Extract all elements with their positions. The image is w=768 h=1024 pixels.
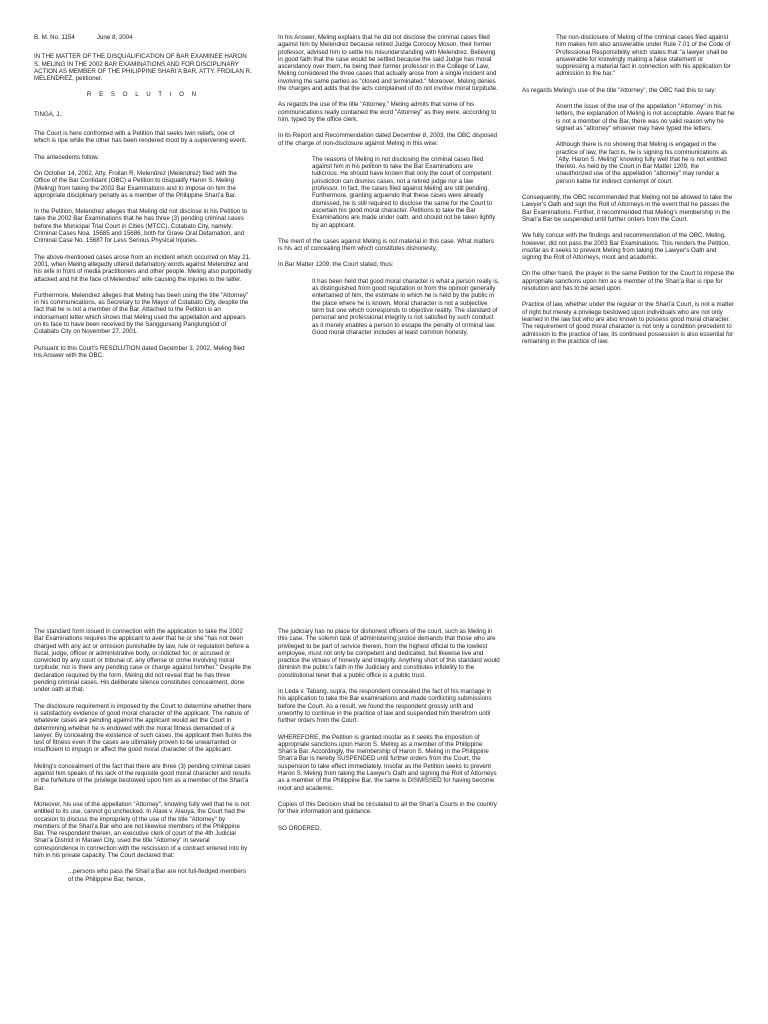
paragraph: In Leda v. Tabang, supra, the respondent concealed the fact of his marriage in his application to take the Bar examinations and made conflicting submissions before the Court. As a result, we found the respondent grossly unfit and unworthy to continue in the practice of law and suspended him therefrom until further orders from the Court. bbox=[278, 688, 492, 725]
block-quote: Although there is no showing that Meling is engaged in the practice of law, the fact is, he is signing his communications as "Atty. Haron S. Meling" knowing fully well that he is not entitled thereto. As held by the Court in Bar Matter 1209, the unauthorized use of the appellation "attorney" may render a person liable for indirect contempt of court. bbox=[556, 141, 728, 185]
block-quote: ...persons who pass the Shari'a Bar are not full-fledged members of the Philippine Bar, hence, bbox=[68, 868, 246, 883]
paragraph: The antecedents follow. bbox=[34, 153, 100, 161]
block-quote: The reasons of Meling in not disclosing the criminal cases filed against him in his petition to take the Bar Examinations are ludicrous. He should have known that only the court of competent jurisdiction can dismiss cases, not a retired judge nor a law professor. In fact, the cases filed against Meling are still pending. Furthermore, granting arguendo that these cases were already dismissed, he is still required to disclose the same for the Court to ascertain his good moral character. Petitions to take the Bar Examinations are made under oath, and should not be taken lightly by an applicant. bbox=[312, 155, 496, 229]
paragraph: As regards Meling's use of the title "Attorney", the OBC had this to say: bbox=[522, 86, 717, 94]
paragraph: In its Report and Recommendation dated December 8, 2003, the OBC disposed of the charge of non-disclosure against Meling in this wise: bbox=[278, 132, 498, 147]
paragraph: In the Petition, Melendrez alleges that Meling did not disclose in his Petition to take the 2002 Bar Examinations that he has three (3) pending criminal cases before the Municipal Trial Court in Cities (MTCC), Cotabato City, namely: Criminal Cases Noa. 15685 and 15686, both for Grave Oral Defamation, and Criminal Case No. 15687 for Less Serious Physical Injuries. bbox=[34, 208, 248, 245]
paragraph: Meling's concealment of the fact that there are three (3) pending criminal cases against him speaks of his lack of the requisite good moral character and results in the forfeiture of the privilege bestowed upon him as a member of the Shari'a Bar. bbox=[34, 762, 251, 792]
column-3-top bbox=[522, 34, 736, 594]
paragraph: The above-mentioned cases arose from an incident which occurred on May 21, 2001, when Meling allegedly uttered defamatory words against Melendrez and his wife in front of media practitioners and other people. Meling also purportedly attacked and hit the face of Melendrez' wife causing the injuries to the latter. bbox=[34, 253, 252, 283]
resolution-title: R E S O L U T I O N bbox=[86, 91, 200, 99]
column-1-top bbox=[34, 34, 252, 594]
paragraph: The standard form issued in connection with the application to take the 2002 Bar Examinations requires the applicant to aver that he or she "has not been charged with any act or omission punishable by law, rule or regulation before a fiscal, judge, officer or administrative body, or indicted for, or accused or convicted by any court or tribunal of, any offense or crime involving moral turpitude; nor is there any pending case or charge against him/her." Despite the declaration required by the form, Meling did not reveal that he has three pending criminal cases. His deliberate silence constitutes concealment, done under oath at that. bbox=[34, 628, 252, 694]
paragraph: Furthermore, Melendrez alleges that Meling has been using the title "Attorney" in his communications, as Secretary to the Mayor of Cotabato City, despite the fact that he is not a member of the Bar. Attached to the Petition is an indorsement letter which shows that Meling used the appellation and appears on its face to have been received by the Sangguniang Panglungsod of Cotabato City on November 27, 2001. bbox=[34, 291, 249, 336]
case-caption: IN THE MATTER OF THE DISQUALIFICATION OF BAR EXAMINEE HARON S. MELING IN THE 2002 BAR EXAMINATIONS AND FOR DISCIPLINARY ACTION AS MEMBER OF THE PHILIPPINE SHARI'A BAR, ATTY. FROILAN R. MELENDREZ, petitioner. bbox=[34, 53, 252, 83]
paragraph: The disclosure requirement is imposed by the Court to determine whether there is satisfactory evidence of good moral character of the applicant. The nature of whatever cases are pending against the applicant would aid the Court in determining whether he is endowed with the moral fitness demanded of a lawyer. By concealing the existence of such cases, the applicant then flunks the test of fitness even if the cases are ultimately proven to be unwarranted or insufficient to impugn or affect the good moral character of the applicant. bbox=[34, 702, 252, 754]
case-number: B. M. No. 1154 bbox=[34, 34, 75, 41]
paragraph: In his Answer, Meling explains that he did not disclose the criminal cases filed against him by Melendrez because retired Judge Corocoy Moson, their former professor, advised him to settle his misunderstanding with Melendrez. Believing in good faith that the case would be settled because the said Judge has moral ascendancy over them, he being their former professor in the College of Law, Meling considered the three cases that actually arose from a single incident and involving the same parties as "closed and terminated." Moreover, Meling denies the charges and adds that the acts complained of do not involve moral turpitude. bbox=[278, 34, 498, 93]
block-quote: Anent the issue of the use of the appellation "Attorney" in his letters, the explanation of Meling is not acceptable. Aware that he is not a member of the Bar, there was no valid reason why he signed as "attorney" whoever may have typed the letters. bbox=[556, 103, 735, 132]
block-quote: The non-disclosure of Meling of the criminal cases filed against him makes him also answerable under Rule 7.01 of the Code of Professional Responsibility which states that "a lawyer shall be answerable for knowingly making a false statement or suppressing a material fact in connection with his application for admission to the bar." bbox=[556, 34, 731, 78]
case-header bbox=[34, 34, 252, 41]
case-date: June 8, 2004 bbox=[96, 34, 133, 41]
column-1-bottom bbox=[34, 628, 252, 1024]
column-2-top bbox=[278, 34, 500, 594]
paragraph: As regards the use of the title "Attorney," Meling admits that some of his communications really contained the word "Attorney" as they were, according to him, typed by the office clerk. bbox=[278, 101, 497, 123]
paragraph: On the other hand, the prayer in the same Petition for the Court to impose the appropriate sanctions upon him as a member of the Shari'a Bar is ripe for resolution and has to be acted upon. bbox=[522, 270, 735, 293]
paragraph: Consequently, the OBC recommended that Meling not be allowed to take the Lawyer's Oath and sign the Roll of Attorneys in the event that he passes the Bar Examinations. Further, it recommended that Meling's membership in the Shari'a Bar be suspended until further orders from the Court. bbox=[522, 194, 733, 223]
paragraph: WHEREFORE, the Petition is granted insofar as it seeks the imposition of appropriate sanctions upon Haron S. Meling as a member of the Philippine Shari'a Bar. Accordingly, the membership of Haron S. Meling in the Philippine Shari'a Bar is hereby SUSPENDED until further orders from the Court, the suspension to take effect immediately. Insofar as the Petition seeks to prevent Haron S. Meling from taking the Lawyer's Oath and signing the Roll of Attorneys as a member of the Philippine Bar, the same is DISMISSED for having become moot and academic. bbox=[278, 733, 497, 792]
column-2-bottom bbox=[278, 628, 500, 1024]
paragraph: We fully concur with the findings and recommendation of the OBC. Meling, however, did not pass the 2003 Bar Examinations. This renders the Petition, insofar as it seeks to prevent Meling from taking the Lawyer's Oath and signing the Roll of Attorneys, moot and academic. bbox=[522, 232, 730, 262]
paragraph: The Court is here confronted with a Petition that seeks twin reliefs, one of which is ripe while the other has been rendered moot by a supervening event. bbox=[34, 130, 247, 145]
paragraph: Moreover, his use of the appellation "Attorney", knowing fully well that he is not entitled to its use, cannot go unchecked. In Alawi v. Alauya, the Court had the occasion to discuss the impropriety of the use of the title "Attorney" by members of the Shari'a Bar who are not likewise members of the Philippine Bar. The respondent therein, an executive clerk of court of the 4th Judicial Shari'a District in Marawi City, used the title "Attorney" in several correspondence in connection with the rescission of a contract entered into by him in his private capacity. The Court declared that: bbox=[34, 800, 250, 860]
paragraph: The judiciary has no place for dishonest officers of the court, such as Meling in this case. The solemn task of administering justice demands that those who are privileged to be part of service therein, from the highest official to the lowliest employee, must not only be competent and dedicated, but likewise live and practice the virtues of honesty and integrity. Anything short of this standard would diminish the public's faith in the Judiciary and constitutes infidelity to the constitutional tenet that a public office is a public trust. bbox=[278, 628, 500, 679]
paragraph: Copies of this Decision shall be circulated to all the Shari'a Courts in the country for their information and guidance. bbox=[278, 800, 497, 816]
paragraph: Pursuant to this Court's RESOLUTION dated December 3, 2002, Meling filed his Answer with the OBC. bbox=[34, 344, 245, 359]
paragraph: Practice of law, whether under the regular or the Shari'a Court, is not a matter of right but merely a privilege bestowed upon individuals who are not only learned in the law but who are also known to possess good moral character. The requirement of good moral character is not only a condition precedent to admission to the practice of law, its continued possession is also essential for remaining in the practice of law. bbox=[522, 301, 735, 345]
paragraph: The merit of the cases against Meling is not material in this case. What matters is his act of concealing them which constitutes dishonesty. bbox=[278, 237, 494, 253]
block-quote: It has been held that good moral character is what a person really is, as distinguished from good reputation or from the opinion generally entertained of him, the estimate in which he is held by the public in the place where he is known. Moral character is not a subjective term but one which corresponds to objective reality. The standard of personal and professional integrity is not satisfied by such conduct as it merely enables a person to escape the penalty of criminal law. Good moral character includes at least common honesty. bbox=[312, 277, 500, 336]
so-ordered: SO ORDERED. bbox=[278, 824, 322, 832]
ponente: TINGA, J.: bbox=[34, 110, 63, 118]
paragraph: In Bar Matter 1209, the Court stated, thus: bbox=[278, 261, 394, 269]
paragraph: On October 14, 2002, Atty. Froilan R. Melendrez (Melendrez) filed with the Office of the Bar Confidant (OBC) a Petition to disqualify Haron S. Meling (Meling) from taking the 2002 Bar Examinations and to impose on him the appropriate disciplinary penalty as a member of the Philippine Shari'a Bar. bbox=[34, 169, 237, 199]
